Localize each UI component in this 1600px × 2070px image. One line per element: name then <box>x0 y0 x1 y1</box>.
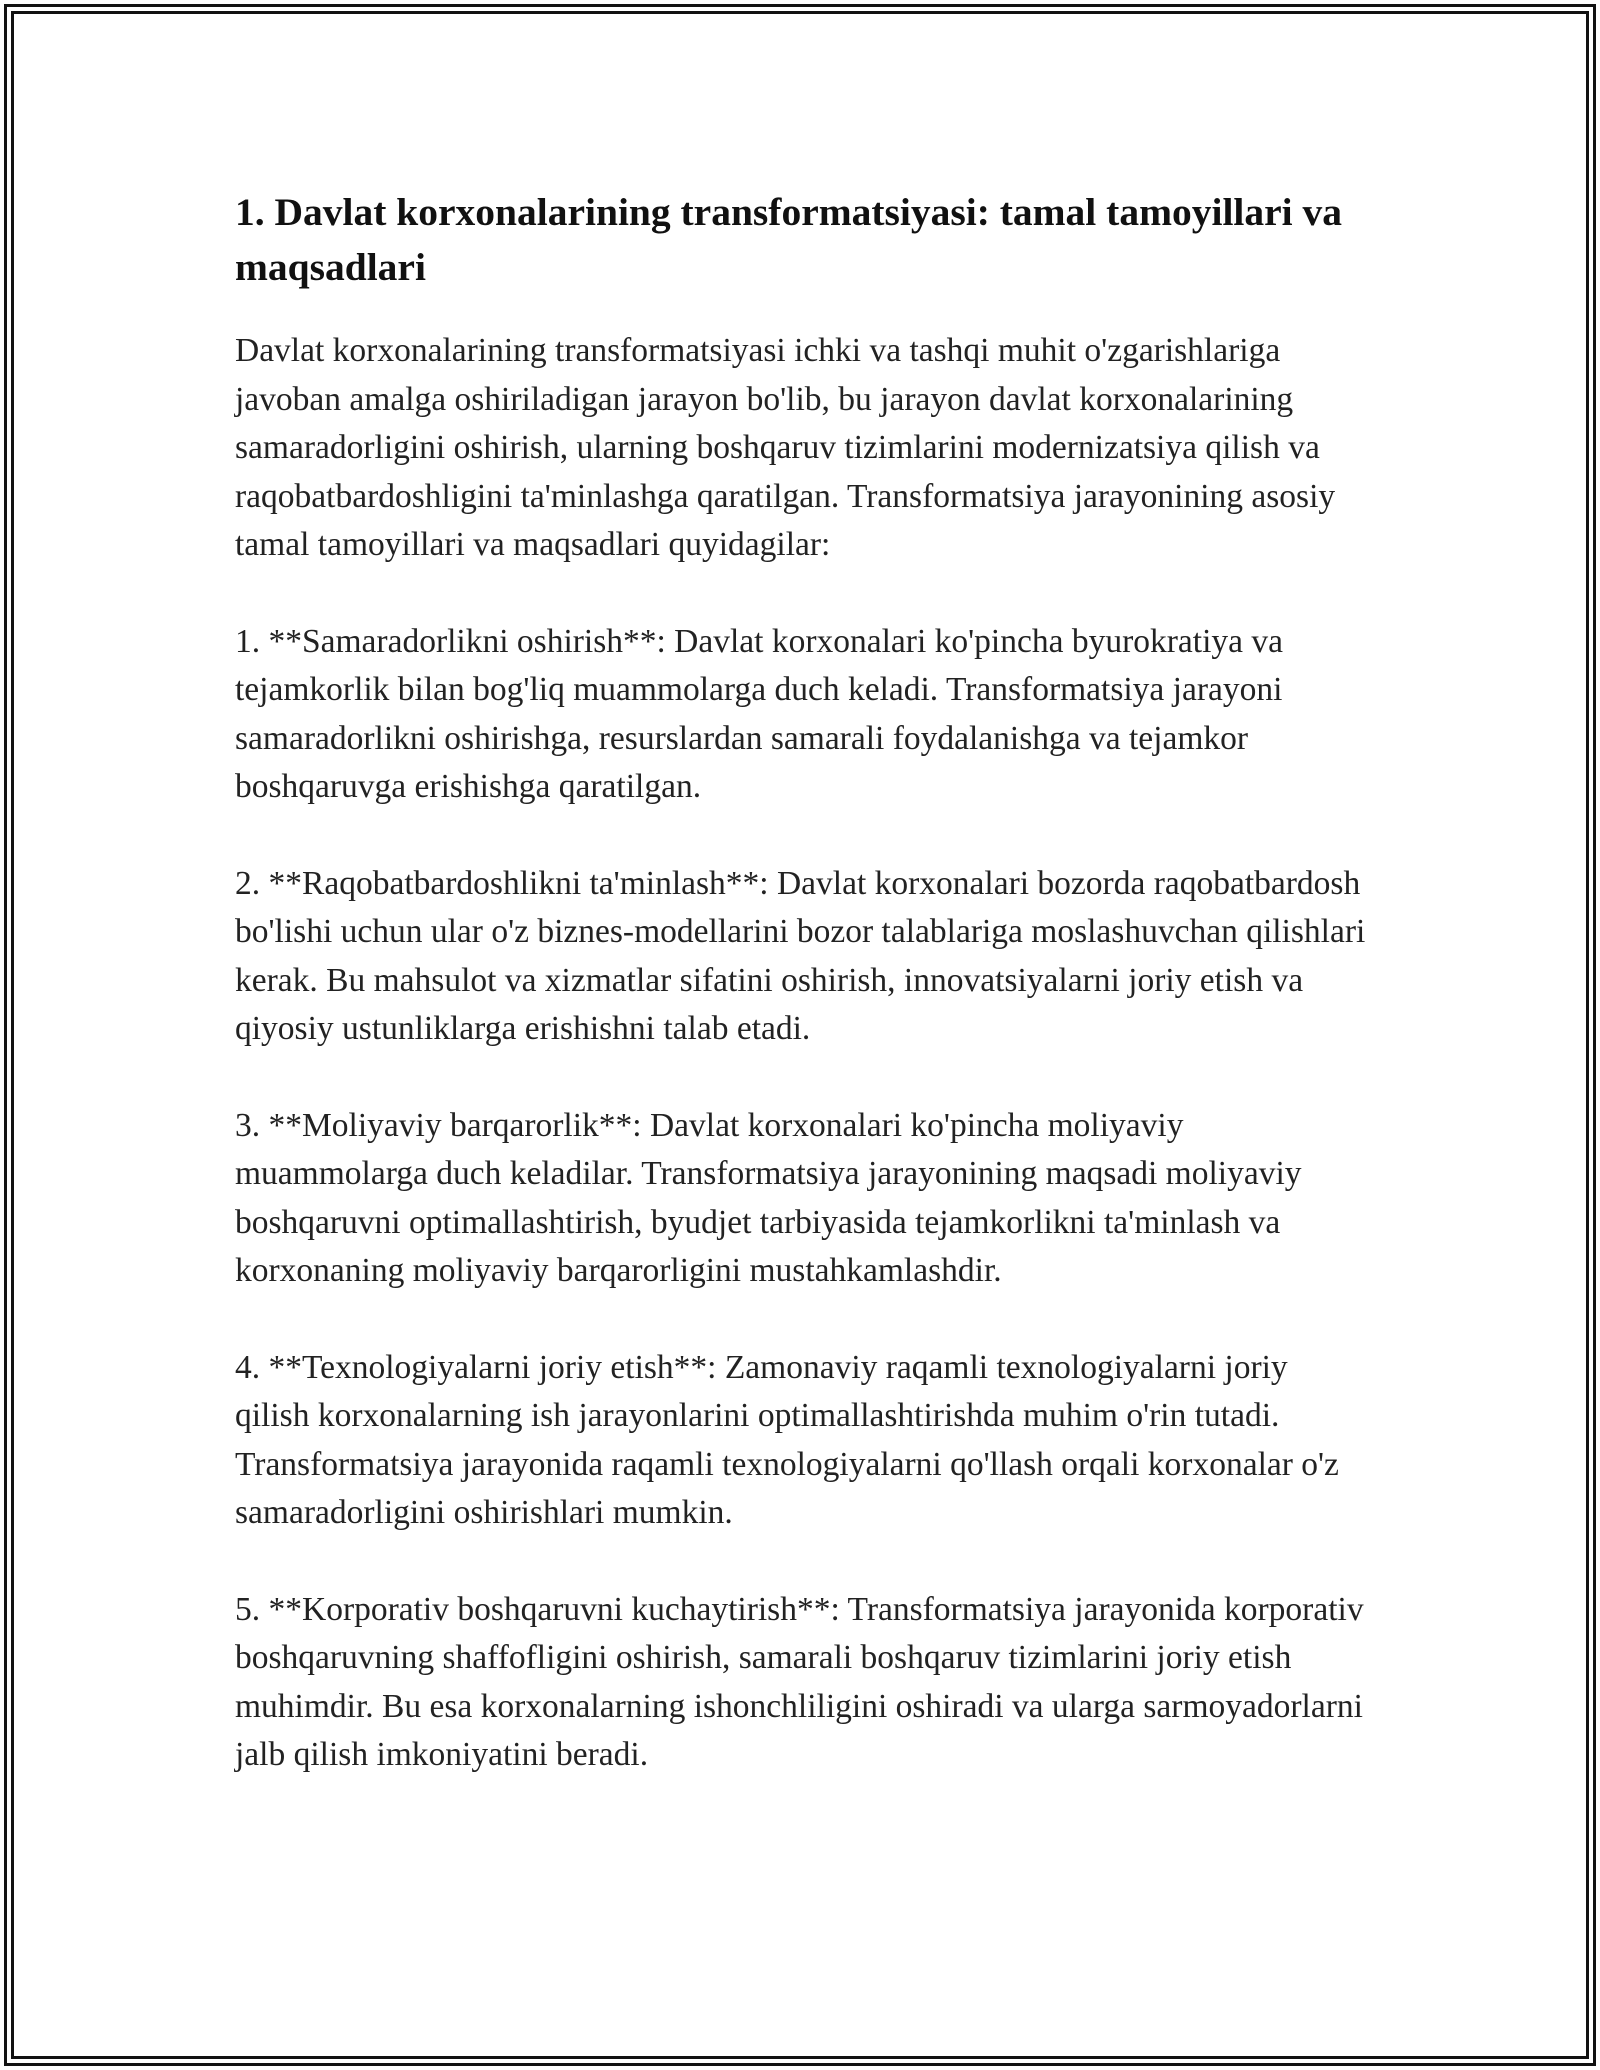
intro-paragraph: Davlat korxonalarining transformatsiyasi ichki va tashqi muhit o'zgarishlariga javoban amalga oshiriladigan jarayon bo'lib, bu jarayon davlat korxonalarining samaradorligini oshirish, ularning boshqaruv tizimlarini modernizatsiya qilish va raqobatbardoshligini ta'minlashga qaratilgan. Transformatsiya jarayonining asosiy tamal tamoyillari va maqsadlari quyidagilar: <box>235 332 1336 563</box>
list-item-1-paragraph: 1. **Samaradorlikni oshirish**: Davlat korxonalari ko'pincha byurokratiya va tejamkorlik bilan bog'liq muammolarga duch keladi. Transformatsiya jarayoni samaradorlikni oshirishga, resurslardan samarali foydalanishga va tejamkor boshqaruvga erishishga qaratilgan. <box>235 622 1284 805</box>
list-item-4-paragraph: 4. **Texnologiyalarni joriy etish**: Zamonaviy raqamli texnologiyalarni joriy qilish korxonalarning ish jarayonlarini optimallashtirishda muhim o'rin tutadi. Transformatsiya jarayonida raqamli texnologiyalarni qo'llash orqali korxonalar o'z samaradorligini oshirishlari mumkin. <box>235 1348 1339 1531</box>
document-title: 1. Davlat korxonalarining transformatsiyasi: tamal tamoyillari va maqsadlari <box>235 190 1343 289</box>
list-item-5-paragraph: 5. **Korporativ boshqaruvni kuchaytirish**: Transformatsiya jarayonida korporativ boshqaruvning shaffofligini oshirish, samarali boshqaruv tizimlarini joriy etish muhimdir. Bu esa korxonalarning ishonchliligini oshiradi va ularga sarmoyadorlarni jalb qilish imkoniyatini beradi. <box>235 1590 1364 1773</box>
list-item-2-paragraph: 2. **Raqobatbardoshlikni ta'minlash**: Davlat korxonalari bozorda raqobatbardosh bo'lishi uchun ular o'z biznes-modellarini bozor talablariga moslashuvchan qilishlari kerak. Bu mahsulot va xizmatlar sifatini oshirish, innovatsiyalarni joriy etish va qiyosiy ustunliklarga erishishni talab etadi. <box>235 864 1366 1047</box>
document-page <box>235 185 1370 1828</box>
list-item-3-paragraph: 3. **Moliyaviy barqarorlik**: Davlat korxonalari ko'pincha moliyaviy muammolarga duch keladilar. Transformatsiya jarayonining maqsadi moliyaviy boshqaruvni optimallashtirish, byudjet tarbiyasida tejamkorlikni ta'minlash va korxonaning moliyaviy barqarorligini mustahkamlashdir. <box>235 1106 1302 1289</box>
